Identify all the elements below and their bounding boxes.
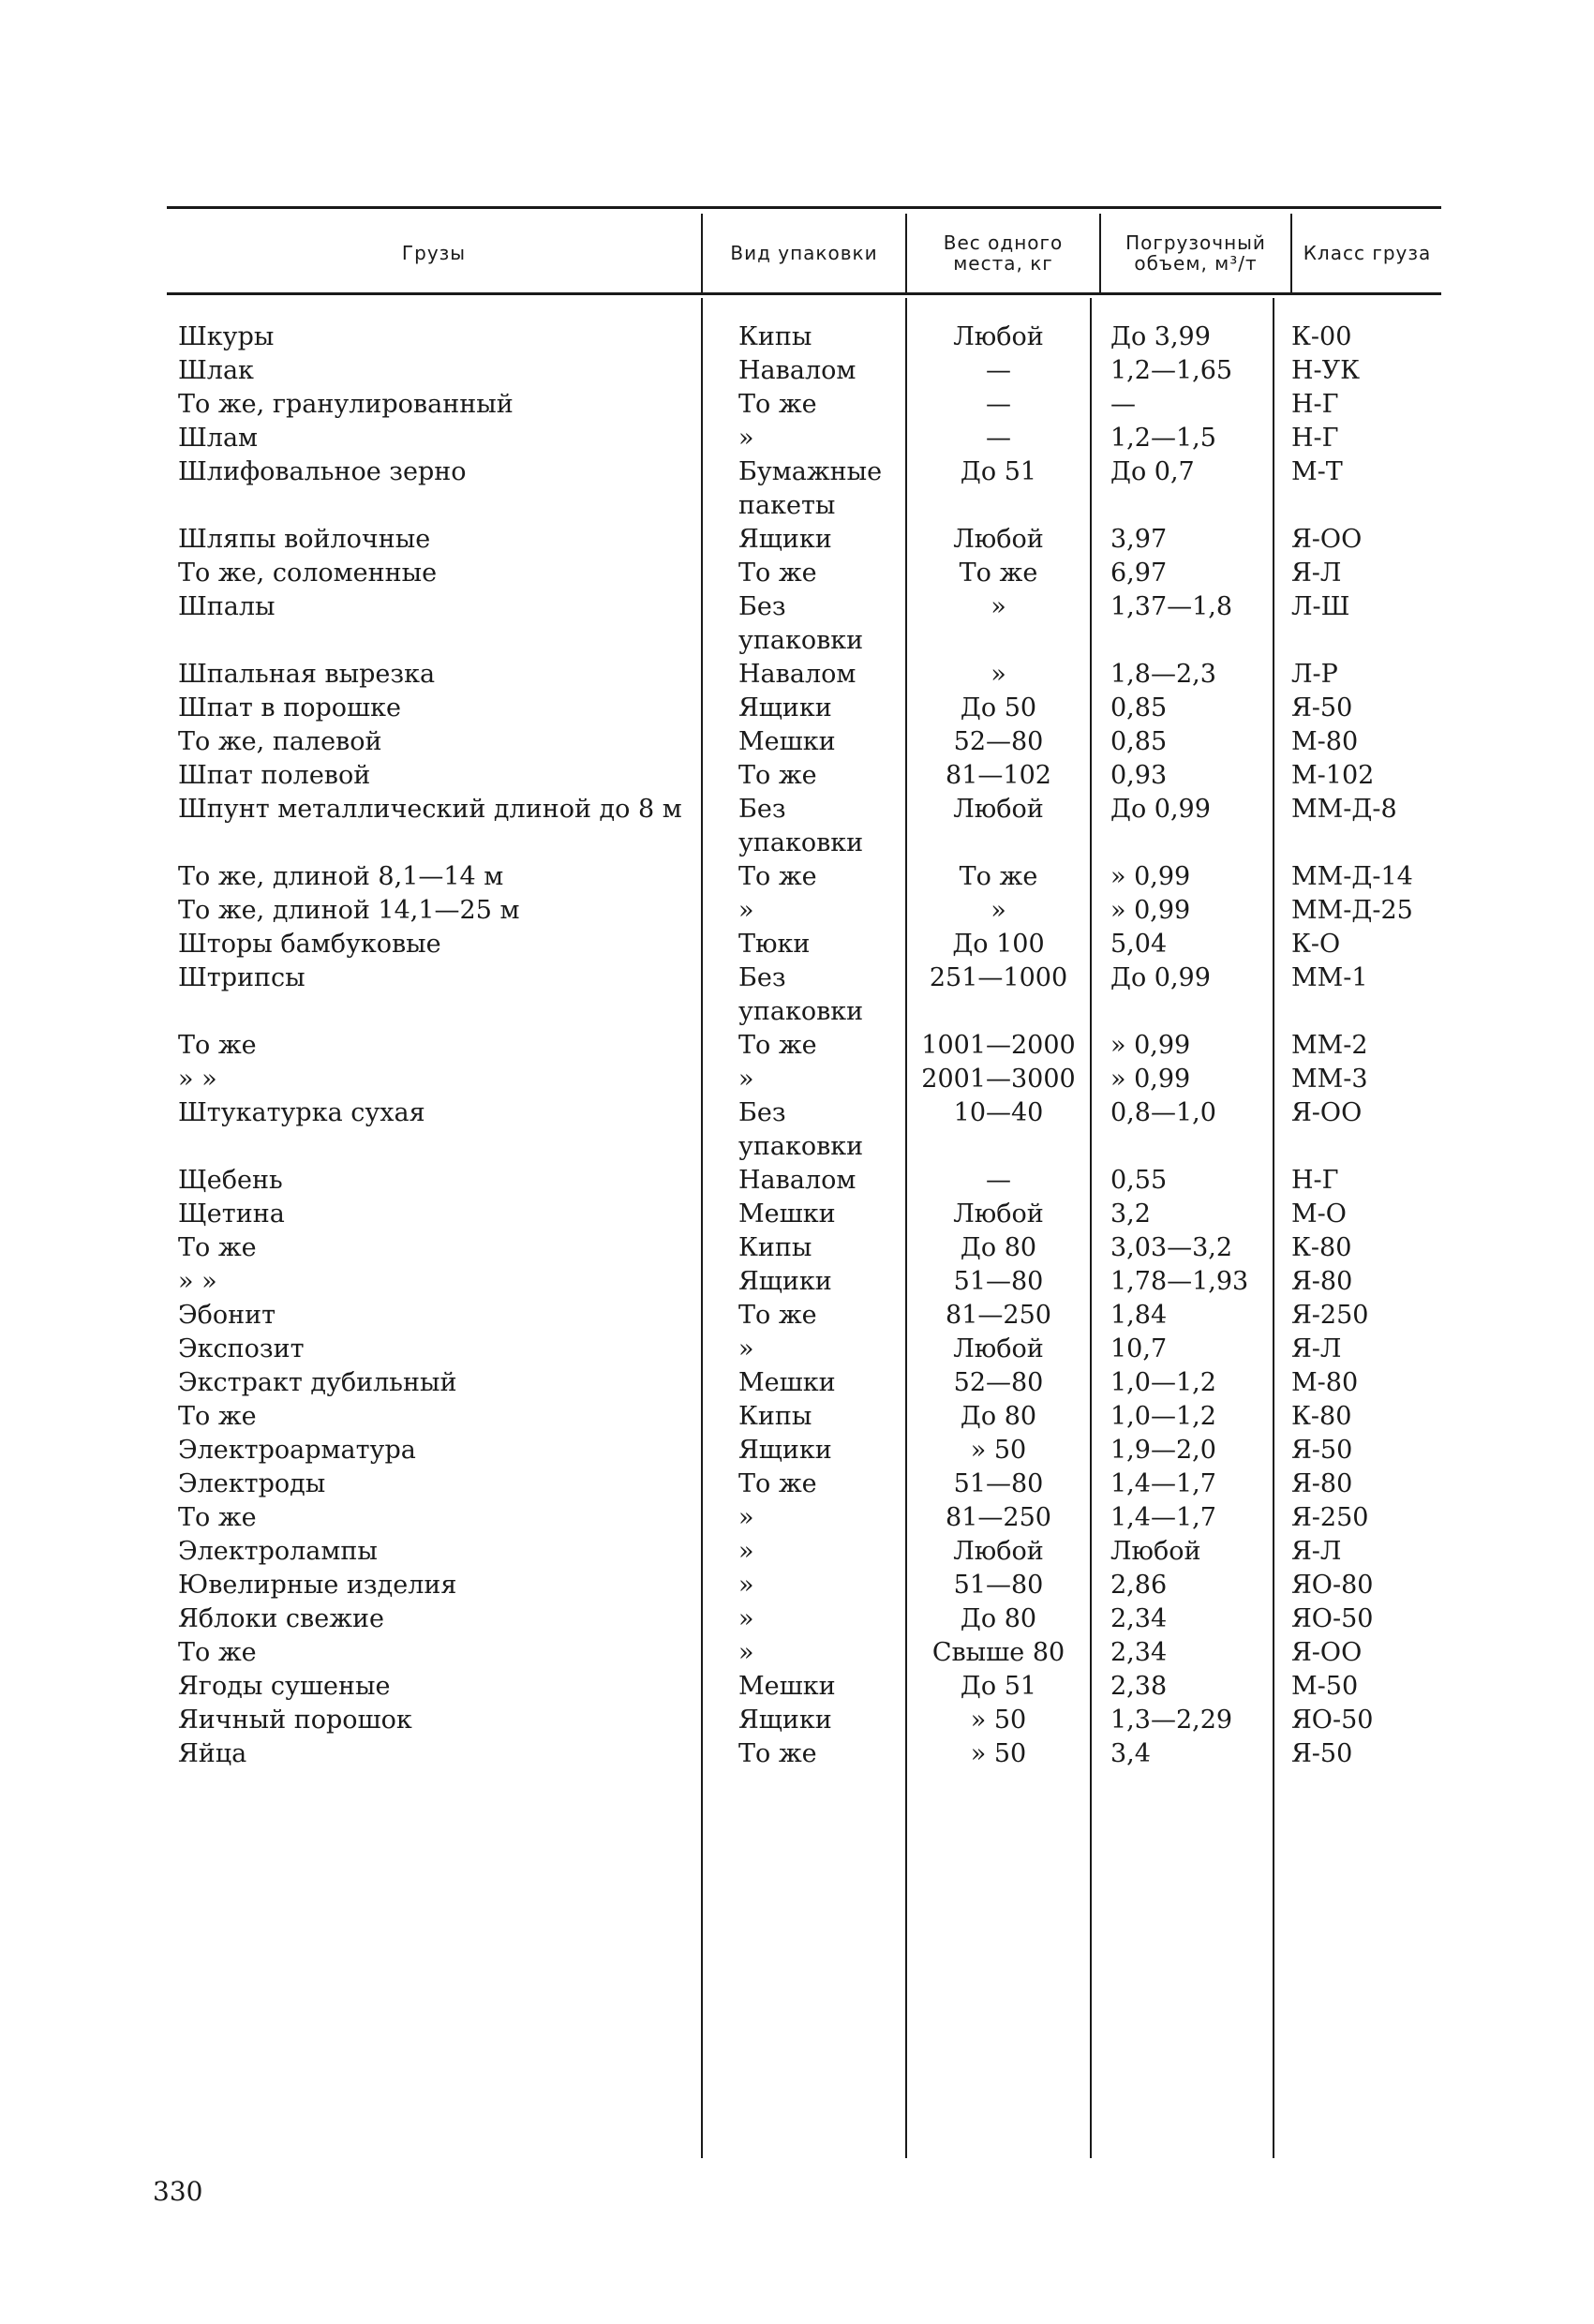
unit-weight-cell: 52—80 xyxy=(953,727,1044,756)
cargo-class-cell: Я-80 xyxy=(1291,1469,1353,1498)
stowage-volume-cell: 1,2—1,65 xyxy=(1110,356,1233,385)
cargo-name-cell: То же, длиной 14,1—25 м xyxy=(178,896,520,925)
stowage-volume-cell: 1,78—1,93 xyxy=(1110,1267,1249,1296)
table-row xyxy=(0,590,1594,658)
table-row xyxy=(0,658,1594,692)
packaging-cell: Ящики xyxy=(738,1706,832,1735)
packaging-cell: То же xyxy=(738,1301,817,1330)
table-row xyxy=(0,320,1594,354)
table-row xyxy=(0,1737,1594,1771)
unit-weight-cell: То же xyxy=(959,862,1038,891)
table-row xyxy=(0,928,1594,961)
table-row xyxy=(0,455,1594,523)
packaging-cell: Тюки xyxy=(738,930,811,959)
cargo-class-cell: К-О xyxy=(1291,930,1341,959)
cargo-name-cell: Эбонит xyxy=(178,1301,276,1330)
packaging-cell: Кипы xyxy=(738,1402,812,1431)
unit-weight-cell: » xyxy=(991,896,1006,925)
packaging-cell: Без упаковки xyxy=(738,795,864,857)
packaging-cell: Навалом xyxy=(738,660,857,689)
stowage-volume-cell: 0,93 xyxy=(1110,761,1168,790)
packaging-cell: Бумажные пакеты xyxy=(738,457,883,520)
packaging-cell: Навалом xyxy=(738,1166,857,1195)
stowage-volume-cell: Любой xyxy=(1110,1537,1201,1566)
stowage-volume-cell: 1,2—1,5 xyxy=(1110,424,1216,453)
table-row xyxy=(0,961,1594,1029)
packaging-cell: То же xyxy=(738,1469,817,1498)
packaging-cell: » xyxy=(738,1571,754,1600)
cargo-class-cell: ММ-Д-14 xyxy=(1291,862,1413,891)
cargo-name-cell: Экстракт дубильный xyxy=(178,1368,457,1397)
cargo-name-cell: Экспозит xyxy=(178,1334,305,1363)
cargo-name-cell: Шпунт металлический длиной до 8 м xyxy=(178,795,682,824)
cargo-name-cell: Щетина xyxy=(178,1199,285,1229)
cargo-name-cell: То же, соломенные xyxy=(178,559,438,588)
cargo-class-cell: К-00 xyxy=(1291,322,1352,351)
packaging-cell: » xyxy=(738,1065,754,1094)
packaging-cell: » xyxy=(738,1334,754,1363)
table-row xyxy=(0,1164,1594,1198)
table-row xyxy=(0,1333,1594,1366)
cargo-class-cell: Я-80 xyxy=(1291,1267,1353,1296)
stowage-volume-cell: 1,3—2,29 xyxy=(1110,1706,1233,1735)
cargo-name-cell: Электролампы xyxy=(178,1537,378,1566)
cargo-name-cell: То же xyxy=(178,1503,257,1532)
packaging-cell: Мешки xyxy=(738,727,836,756)
table-row xyxy=(0,692,1594,725)
cargo-class-cell: ММ-1 xyxy=(1291,963,1368,992)
stowage-volume-cell: 3,97 xyxy=(1110,525,1168,554)
unit-weight-cell: — xyxy=(986,390,1011,419)
packaging-cell: Ящики xyxy=(738,1436,832,1465)
table-row xyxy=(0,523,1594,557)
unit-weight-cell: » xyxy=(991,592,1006,621)
header-cargo-class: Класс груза xyxy=(1303,242,1432,264)
cargo-class-cell: Я-ОО xyxy=(1291,1638,1363,1667)
unit-weight-cell: До 80 xyxy=(960,1402,1037,1431)
cargo-name-cell: Шлам xyxy=(178,424,259,453)
table-row xyxy=(0,1265,1594,1299)
table-row xyxy=(0,1501,1594,1535)
table-row xyxy=(0,1231,1594,1265)
packaging-cell: Мешки xyxy=(738,1199,836,1229)
table-row xyxy=(0,1636,1594,1670)
unit-weight-cell: 1001—2000 xyxy=(921,1031,1076,1060)
cargo-name-cell: Шляпы войлочные xyxy=(178,525,431,554)
header-packaging: Вид упаковки xyxy=(730,242,878,264)
cargo-class-cell: Н-Г xyxy=(1291,1166,1339,1195)
table-row xyxy=(0,1366,1594,1400)
unit-weight-cell: Любой xyxy=(953,525,1044,554)
cargo-name-cell: Ягоды сушеные xyxy=(178,1672,391,1701)
packaging-cell: Без упаковки xyxy=(738,963,864,1026)
stowage-volume-cell: 2,34 xyxy=(1110,1604,1168,1633)
unit-weight-cell: До 51 xyxy=(960,457,1037,486)
cargo-class-cell: ММ-Д-8 xyxy=(1291,795,1397,824)
packaging-cell: » xyxy=(738,1638,754,1667)
stowage-volume-cell: До 0,99 xyxy=(1110,795,1211,824)
unit-weight-cell: 51—80 xyxy=(953,1571,1044,1600)
stowage-volume-cell: 1,8—2,3 xyxy=(1110,660,1216,689)
table-row xyxy=(0,1096,1594,1164)
unit-weight-cell: Любой xyxy=(953,1199,1044,1229)
cargo-class-cell: К-80 xyxy=(1291,1402,1352,1431)
packaging-cell: То же xyxy=(738,862,817,891)
packaging-cell: Кипы xyxy=(738,322,812,351)
cargo-class-cell: М-Т xyxy=(1291,457,1343,486)
unit-weight-cell: » 50 xyxy=(970,1706,1027,1735)
unit-weight-cell: До 100 xyxy=(952,930,1045,959)
unit-weight-cell: Любой xyxy=(953,1537,1044,1566)
packaging-cell: То же xyxy=(738,1739,817,1768)
cargo-name-cell: Электроарматура xyxy=(178,1436,416,1465)
cargo-name-cell: Шлифовальное зерно xyxy=(178,457,467,486)
unit-weight-cell: Свыше 80 xyxy=(931,1638,1065,1667)
cargo-name-cell: Штукатурка сухая xyxy=(178,1098,425,1127)
cargo-name-cell: То же, гранулированный xyxy=(178,390,514,419)
cargo-class-cell: ЯО-80 xyxy=(1291,1571,1374,1600)
cargo-name-cell: Шпалы xyxy=(178,592,276,621)
cargo-class-cell: ММ-3 xyxy=(1291,1065,1368,1094)
table-row xyxy=(0,1063,1594,1096)
cargo-name-cell: Шпат полевой xyxy=(178,761,371,790)
unit-weight-cell: Любой xyxy=(953,795,1044,824)
cargo-name-cell: Шпальная вырезка xyxy=(178,660,436,689)
unit-weight-cell: — xyxy=(986,1166,1011,1195)
unit-weight-cell: 52—80 xyxy=(953,1368,1044,1397)
cargo-name-cell: Шкуры xyxy=(178,322,275,351)
stowage-volume-cell: 1,4—1,7 xyxy=(1110,1469,1216,1498)
header-cargo: Грузы xyxy=(401,242,467,264)
unit-weight-cell: До 50 xyxy=(960,693,1037,723)
cargo-name-cell: Щебень xyxy=(178,1166,283,1195)
table-row xyxy=(0,1670,1594,1704)
cargo-class-cell: Я-50 xyxy=(1291,1436,1353,1465)
stowage-volume-cell: 0,55 xyxy=(1110,1166,1168,1195)
unit-weight-cell: — xyxy=(986,356,1011,385)
stowage-volume-cell: 1,84 xyxy=(1110,1301,1168,1330)
table-row xyxy=(0,1299,1594,1333)
stowage-volume-cell: 2,38 xyxy=(1110,1672,1168,1701)
cargo-class-cell: ММ-2 xyxy=(1291,1031,1368,1060)
cargo-name-cell: То же xyxy=(178,1031,257,1060)
stowage-volume-cell: 2,34 xyxy=(1110,1638,1168,1667)
unit-weight-cell: 51—80 xyxy=(953,1469,1044,1498)
table-row xyxy=(0,388,1594,422)
cargo-name-cell: Ювелирные изделия xyxy=(178,1571,457,1600)
cargo-class-cell: ЯО-50 xyxy=(1291,1604,1374,1633)
cargo-name-cell: То же xyxy=(178,1233,257,1262)
table-row xyxy=(0,725,1594,759)
cargo-name-cell: То же xyxy=(178,1402,257,1431)
table-row xyxy=(0,1467,1594,1501)
packaging-cell: То же xyxy=(738,559,817,588)
table-top-rule xyxy=(167,206,1441,209)
table-row xyxy=(0,422,1594,455)
stowage-volume-cell: 2,86 xyxy=(1110,1571,1168,1600)
cargo-class-cell: Я-250 xyxy=(1291,1503,1369,1532)
packaging-cell: Навалом xyxy=(738,356,857,385)
cargo-name-cell: Шторы бамбуковые xyxy=(178,930,441,959)
header-unit-weight: Вес одного места, кг xyxy=(943,231,1064,275)
cargo-class-cell: ЯО-50 xyxy=(1291,1706,1374,1735)
cargo-class-cell: К-80 xyxy=(1291,1233,1352,1262)
cargo-name-cell: Яичный порошок xyxy=(178,1706,412,1735)
cargo-class-cell: Я-Л xyxy=(1291,1334,1342,1363)
cargo-name-cell: » » xyxy=(178,1065,217,1094)
cargo-class-cell: М-102 xyxy=(1291,761,1375,790)
cargo-name-cell: Яйца xyxy=(178,1739,247,1768)
header-divider xyxy=(701,214,703,292)
packaging-cell: » xyxy=(738,1604,754,1633)
packaging-cell: » xyxy=(738,1503,754,1532)
stowage-volume-cell: 6,97 xyxy=(1110,559,1168,588)
table-row xyxy=(0,1704,1594,1737)
cargo-name-cell: Электроды xyxy=(178,1469,326,1498)
packaging-cell: Мешки xyxy=(738,1672,836,1701)
stowage-volume-cell: 10,7 xyxy=(1110,1334,1168,1363)
cargo-class-cell: Л-Р xyxy=(1291,660,1338,689)
unit-weight-cell: 251—1000 xyxy=(929,963,1068,992)
cargo-class-cell: Я-250 xyxy=(1291,1301,1369,1330)
cargo-class-cell: ММ-Д-25 xyxy=(1291,896,1413,925)
stowage-volume-cell: 0,85 xyxy=(1110,693,1168,723)
stowage-volume-cell: » 0,99 xyxy=(1110,1065,1191,1094)
page-number: 330 xyxy=(153,2176,203,2207)
cargo-name-cell: То же, длиной 8,1—14 м xyxy=(178,862,504,891)
cargo-class-cell: Я-ОО xyxy=(1291,525,1363,554)
unit-weight-cell: То же xyxy=(959,559,1038,588)
stowage-volume-cell: » 0,99 xyxy=(1110,896,1191,925)
stowage-volume-cell: 1,0—1,2 xyxy=(1110,1402,1216,1431)
packaging-cell: То же xyxy=(738,1031,817,1060)
header-divider xyxy=(1290,214,1292,292)
table-body xyxy=(0,320,1594,1771)
unit-weight-cell: Любой xyxy=(953,1334,1044,1363)
stowage-volume-cell: 3,03—3,2 xyxy=(1110,1233,1233,1262)
packaging-cell: » xyxy=(738,1537,754,1566)
unit-weight-cell: 2001—3000 xyxy=(921,1065,1076,1094)
unit-weight-cell: — xyxy=(986,424,1011,453)
packaging-cell: То же xyxy=(738,390,817,419)
unit-weight-cell: » 50 xyxy=(970,1739,1027,1768)
cargo-class-cell: М-50 xyxy=(1291,1672,1359,1701)
packaging-cell: » xyxy=(738,896,754,925)
stowage-volume-cell: » 0,99 xyxy=(1110,862,1191,891)
cargo-class-cell: Л-Ш xyxy=(1291,592,1350,621)
stowage-volume-cell: — xyxy=(1110,390,1136,419)
packaging-cell: То же xyxy=(738,761,817,790)
table-row xyxy=(0,1535,1594,1569)
cargo-class-cell: М-80 xyxy=(1291,727,1359,756)
unit-weight-cell: До 80 xyxy=(960,1233,1037,1262)
stowage-volume-cell: 1,0—1,2 xyxy=(1110,1368,1216,1397)
table-row xyxy=(0,793,1594,860)
cargo-name-cell: Штрипсы xyxy=(178,963,305,992)
cargo-name-cell: То же xyxy=(178,1638,257,1667)
stowage-volume-cell: 0,85 xyxy=(1110,727,1168,756)
table-row xyxy=(0,1569,1594,1602)
table-row xyxy=(0,759,1594,793)
table-row xyxy=(0,354,1594,388)
table-row xyxy=(0,894,1594,928)
unit-weight-cell: До 51 xyxy=(960,1672,1037,1701)
cargo-name-cell: Шпат в порошке xyxy=(178,693,401,723)
packaging-cell: Без упаковки xyxy=(738,1098,864,1161)
cargo-name-cell: Шлак xyxy=(178,356,254,385)
cargo-name-cell: » » xyxy=(178,1267,217,1296)
header-bottom-rule xyxy=(167,292,1441,295)
unit-weight-cell: Любой xyxy=(953,322,1044,351)
unit-weight-cell: 10—40 xyxy=(953,1098,1044,1127)
packaging-cell: Мешки xyxy=(738,1368,836,1397)
cargo-class-cell: Я-50 xyxy=(1291,1739,1353,1768)
stowage-volume-cell: 1,37—1,8 xyxy=(1110,592,1233,621)
stowage-volume-cell: 5,04 xyxy=(1110,930,1168,959)
unit-weight-cell: До 80 xyxy=(960,1604,1037,1633)
cargo-class-cell: Н-Г xyxy=(1291,424,1339,453)
stowage-volume-cell: До 3,99 xyxy=(1110,322,1211,351)
cargo-class-cell: Я-Л xyxy=(1291,1537,1342,1566)
packaging-cell: Без упаковки xyxy=(738,592,864,655)
cargo-class-cell: Я-ОО xyxy=(1291,1098,1363,1127)
unit-weight-cell: 81—250 xyxy=(946,1503,1051,1532)
cargo-class-cell: Я-Л xyxy=(1291,559,1342,588)
packaging-cell: Кипы xyxy=(738,1233,812,1262)
packaging-cell: » xyxy=(738,424,754,453)
stowage-volume-cell: 0,8—1,0 xyxy=(1110,1098,1216,1127)
unit-weight-cell: 81—102 xyxy=(946,761,1051,790)
stowage-volume-cell: 3,4 xyxy=(1110,1739,1151,1768)
cargo-name-cell: То же, палевой xyxy=(178,727,382,756)
table-row xyxy=(0,860,1594,894)
unit-weight-cell: 51—80 xyxy=(953,1267,1044,1296)
packaging-cell: Ящики xyxy=(738,525,832,554)
unit-weight-cell: » xyxy=(991,660,1006,689)
packaging-cell: Ящики xyxy=(738,1267,832,1296)
header-divider xyxy=(1099,214,1101,292)
header-stowage-volume: Погрузочный объем, м³/т xyxy=(1125,231,1266,275)
packaging-cell: Ящики xyxy=(738,693,832,723)
stowage-volume-cell: 1,9—2,0 xyxy=(1110,1436,1216,1465)
table-row xyxy=(0,1602,1594,1636)
unit-weight-cell: » 50 xyxy=(970,1436,1027,1465)
cargo-class-cell: Я-50 xyxy=(1291,693,1353,723)
cargo-name-cell: Яблоки свежие xyxy=(178,1604,385,1633)
table-row xyxy=(0,1029,1594,1063)
table-row xyxy=(0,557,1594,590)
stowage-volume-cell: До 0,99 xyxy=(1110,963,1211,992)
cargo-class-cell: Н-Г xyxy=(1291,390,1339,419)
stowage-volume-cell: До 0,7 xyxy=(1110,457,1195,486)
table-row xyxy=(0,1400,1594,1434)
cargo-class-cell: М-О xyxy=(1291,1199,1347,1229)
cargo-class-cell: Н-УК xyxy=(1291,356,1361,385)
stowage-volume-cell: » 0,99 xyxy=(1110,1031,1191,1060)
unit-weight-cell: 81—250 xyxy=(946,1301,1051,1330)
stowage-volume-cell: 1,4—1,7 xyxy=(1110,1503,1216,1532)
stowage-volume-cell: 3,2 xyxy=(1110,1199,1151,1229)
table-row xyxy=(0,1434,1594,1467)
header-divider xyxy=(905,214,907,292)
cargo-class-cell: М-80 xyxy=(1291,1368,1359,1397)
table-row xyxy=(0,1198,1594,1231)
